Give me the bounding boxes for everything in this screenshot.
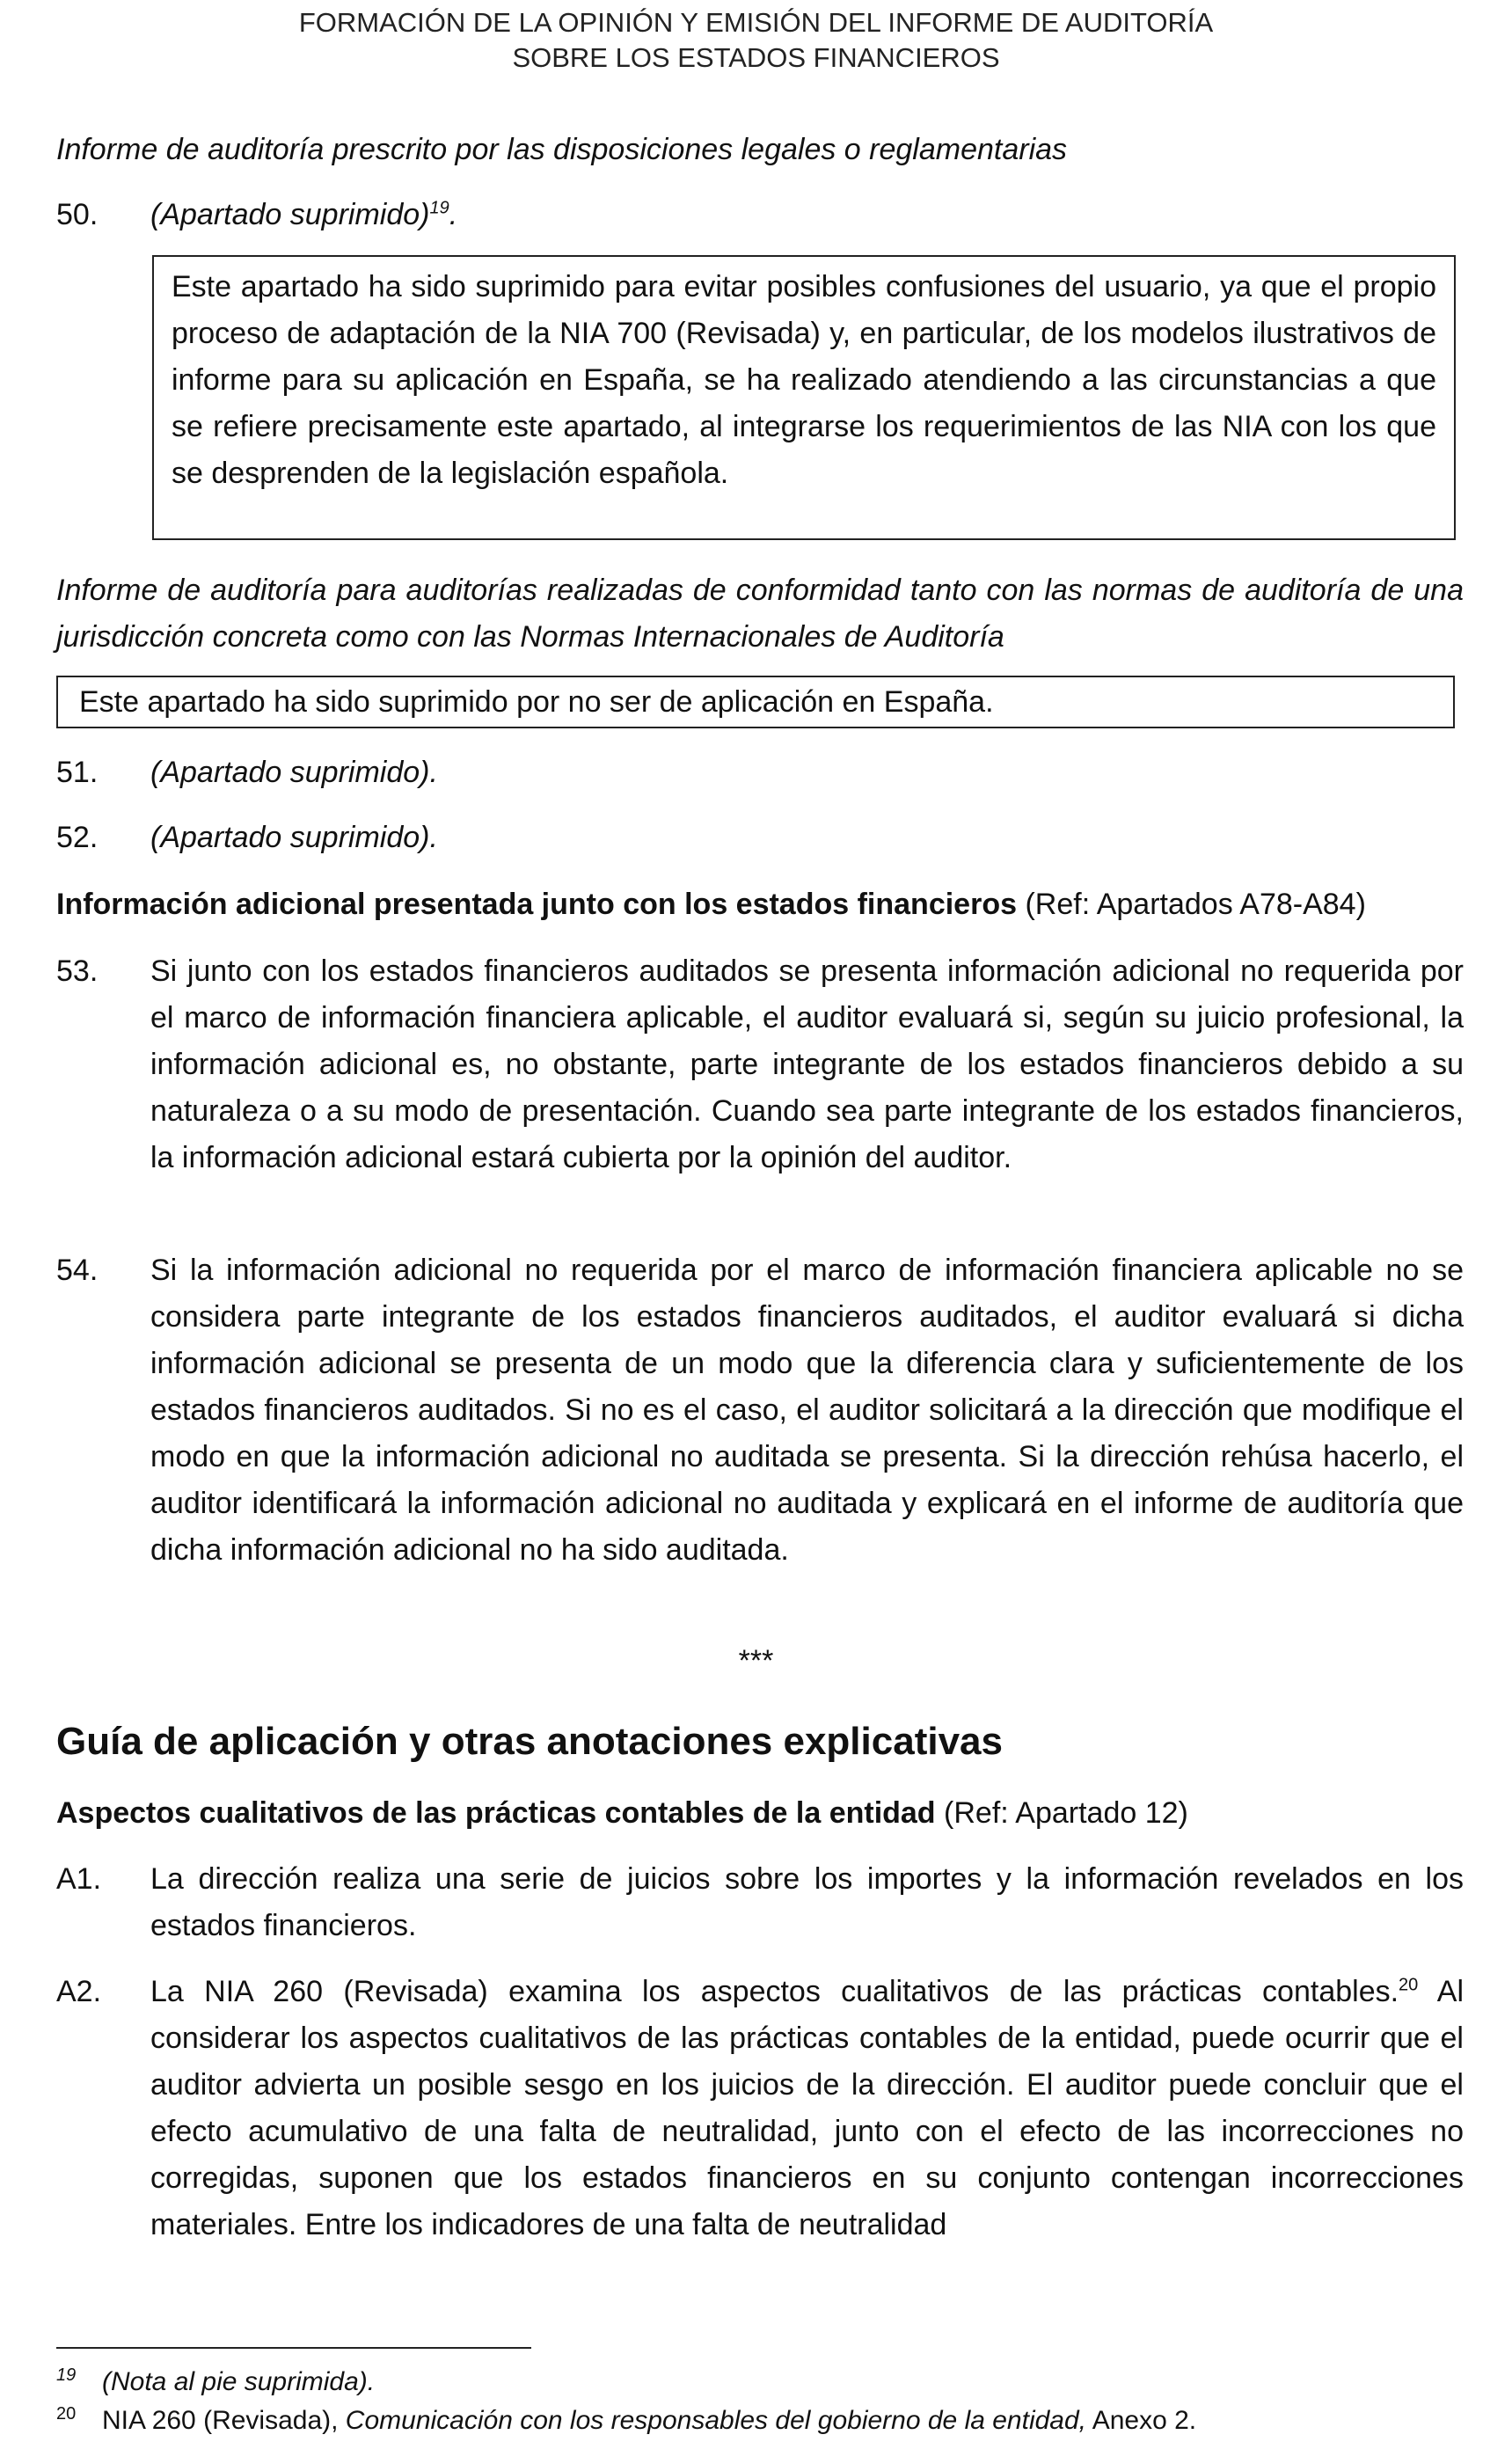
paragraph-54: [56, 1247, 1464, 1626]
footnote-ref-20[interactable]: 20: [1399, 1975, 1419, 1995]
footnote-text: (Nota al pie suprimida).: [102, 2367, 376, 2396]
paragraph-A2-text-before: La NIA 260 (Revisada) examina los aspectos cualitativos de las prácticas contables.: [150, 1975, 1399, 2008]
paragraph-text: [150, 1969, 1464, 2248]
boxed-note-suppressed-50: Este apartado ha sido suprimido para evitar posibles confusiones del usuario, ya que el propio proceso de adaptación de la NIA 700 (Revisada) y, en particular, de los modelos ilustrativos de informe para su aplicación en España, se ha realizado atendiendo a las circunstancias a que se refiere precisamente este apartado, al integrarse los requerimientos de las NIA con los que se desprenden de la legislación española.: [152, 255, 1456, 540]
footnote-text: [102, 2403, 1457, 2438]
footnote-divider: [56, 2347, 531, 2349]
running-header-line-1: FORMACIÓN DE LA OPINIÓN Y EMISIÓN DEL INFORME DE AUDITORÍA: [298, 7, 1214, 38]
paragraph-text: [150, 192, 1464, 238]
paragraph-text: Si la información adicional no requerida por el marco de información financiera aplicable no se considera parte integrante de los estados financieros auditados, el auditor evaluará si dicha información adicional se presenta de un modo que la diferencia clara y suficientemente de los estados financieros auditados. Si no es el caso, el auditor solicitará a la dirección que modifique el modo en que la información adicional no auditada se presenta. Si la dirección rehúsa hacerlo, el auditor identificará la información adicional no auditada y explicará en el informe de auditoría que dicha información adicional no ha sido auditada.: [150, 1254, 1464, 1567]
paragraph-number: 54.: [56, 1254, 99, 1287]
section-heading-additional-info: [56, 881, 1464, 928]
section-heading-qualitative: [56, 1790, 1464, 1837]
paragraph-50-tail: .: [449, 198, 458, 231]
footnote-ref-19[interactable]: 19: [429, 198, 449, 218]
paragraph-number: 52.: [56, 821, 99, 854]
running-header-line-2: SOBRE LOS ESTADOS FINANCIEROS: [512, 42, 1000, 73]
section-heading-text: Aspectos cualitativos de las prácticas contables de la entidad: [56, 1796, 936, 1830]
footnote-20-part-c: Anexo 2.: [1086, 2406, 1197, 2435]
footnote-20-part-a: NIA 260 (Revisada),: [102, 2406, 346, 2435]
paragraph-text: La dirección realiza una serie de juicios sobre los importes y la información revelados en los estados financieros.: [150, 1862, 1464, 1942]
section-heading-legal-report: Informe de auditoría prescrito por las disposiciones legales o reglamentarias: [56, 133, 1068, 166]
footnote-19: [56, 2365, 1464, 2400]
paragraph-number: 50.: [56, 198, 99, 231]
boxed-note-not-applicable: Este apartado ha sido suprimido por no ser de aplicación en España.: [56, 676, 1455, 728]
guide-heading: Guía de aplicación y otras anotaciones explicativas: [56, 1720, 1003, 1763]
section-separator: ***: [738, 1644, 774, 1678]
footnote-number: 19: [56, 2365, 77, 2385]
paragraph-53: [56, 948, 1464, 1230]
paragraph-A2: [56, 1969, 1464, 2259]
section-heading-dual-standards: Informe de auditoría para auditorías realizadas de conformidad tanto con las normas de auditoría de una jurisdicción concreta como con las Normas Internacionales de Auditoría: [56, 574, 1464, 654]
running-header: [0, 5, 1512, 76]
paragraph-A2-text-after: Al considerar los aspectos cualitativos de las prácticas contables de la entidad, puede ocurrir que el auditor advierta un posible sesgo en los juicios de la dirección. El auditor puede concluir que el efecto acumulativo de una falta de neutralidad, junto con el efecto de las incorrecciones no corregidas, suponen que los estados financieros en su conjunto contengan incorrecciones materiales. Entre los indicadores de una falta de neutralidad: [150, 1975, 1464, 2241]
paragraph-50: [56, 192, 1464, 238]
footnote-20-title: Comunicación con los responsables del gobierno de la entidad,: [345, 2406, 1087, 2435]
paragraph-text: Si junto con los estados financieros auditados se presenta información adicional no requerida por el marco de información financiera aplicable, el auditor evaluará si, según su juicio profesional, la información adicional es, no obstante, parte integrante de los estados financieros debido a su naturaleza o a su modo de presentación. Cuando sea parte integrante de los estados financieros, la información adicional estará cubierta por la opinión del auditor.: [150, 954, 1464, 1174]
paragraph-text: (Apartado suprimido).: [150, 821, 438, 854]
paragraph-text: (Apartado suprimido).: [150, 756, 438, 789]
footnote-20: [56, 2403, 1464, 2438]
paragraph-52: [56, 815, 1464, 861]
paragraph-number: A1.: [56, 1862, 102, 1896]
paragraph-50-text: (Apartado suprimido): [150, 198, 430, 231]
paragraph-51: [56, 749, 1464, 796]
paragraph-A1: [56, 1856, 1464, 1953]
section-heading-ref: (Ref: Apartado 12): [935, 1796, 1188, 1830]
paragraph-number: 53.: [56, 954, 99, 988]
footnote-number: 20: [56, 2404, 77, 2424]
paragraph-number: 51.: [56, 756, 99, 789]
section-heading-text: Información adicional presentada junto con los estados financieros: [56, 888, 1018, 921]
section-heading-ref: (Ref: Apartados A78-A84): [1017, 888, 1366, 921]
paragraph-number: A2.: [56, 1975, 102, 2008]
